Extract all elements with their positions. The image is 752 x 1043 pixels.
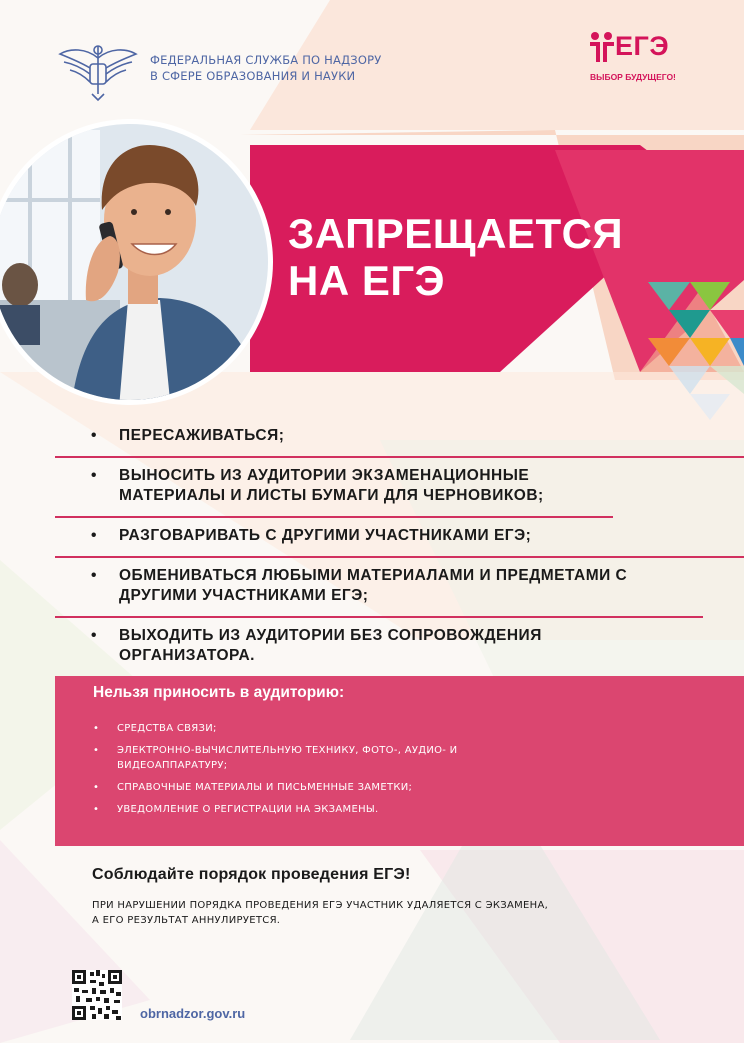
banned-item xyxy=(93,721,653,736)
bullet: • xyxy=(93,723,100,734)
banned-item xyxy=(93,802,653,817)
ege-slogan: ВЫБОР БУДУЩЕГО! xyxy=(590,72,676,82)
banned-item-text: УВЕДОМЛЕНИЕ О РЕГИСТРАЦИИ НА ЭКЗАМЕНЫ. xyxy=(117,804,379,815)
banned-item xyxy=(93,780,653,795)
prohibited-item xyxy=(55,618,613,676)
ege-logo-icon xyxy=(588,30,616,66)
headline-line-1: ЗАПРЕЩАЕТСЯ xyxy=(288,210,624,257)
prohibited-item xyxy=(55,518,744,558)
footer-text-line-2: А ЕГО РЕЗУЛЬТАТ АННУЛИРУЕТСЯ. xyxy=(92,915,281,926)
prohibited-item-text: РАЗГОВАРИВАТЬ С ДРУГИМИ УЧАСТНИКАМИ ЕГЭ; xyxy=(119,527,532,544)
headline xyxy=(288,210,623,304)
prohibited-item-text: ВЫХОДИТЬ ИЗ АУДИТОРИИ БЕЗ СОПРОВОЖДЕНИЯ ОРГАНИЗАТОРА. xyxy=(119,627,542,664)
agency-line-2: В СФЕРЕ ОБРАЗОВАНИЯ И НАУКИ xyxy=(150,69,356,83)
banned-items-box xyxy=(55,676,744,846)
bullet: • xyxy=(93,782,100,793)
bullet: • xyxy=(91,527,97,544)
prohibited-list xyxy=(55,418,744,676)
bullet: • xyxy=(91,467,97,484)
prohibited-item-text: ВЫНОСИТЬ ИЗ АУДИТОРИИ ЭКЗАМЕНАЦИОННЫЕ МАТЕРИАЛЫ И ЛИСТЫ БУМАГИ ДЛЯ ЧЕРНОВИКОВ; xyxy=(119,467,544,504)
headline-line-2: НА ЕГЭ xyxy=(288,257,446,304)
banned-item-text: СРЕДСТВА СВЯЗИ; xyxy=(117,723,217,734)
prohibited-item xyxy=(55,418,744,458)
banned-item xyxy=(93,743,537,773)
footer-text-line-1: ПРИ НАРУШЕНИИ ПОРЯДКА ПРОВЕДЕНИЯ ЕГЭ УЧАСТНИК УДАЛЯЕТСЯ С ЭКЗАМЕНА, xyxy=(92,900,549,911)
prohibited-item-text: ОБМЕНИВАТЬСЯ ЛЮБЫМИ МАТЕРИАЛАМИ И ПРЕДМЕТАМИ С ДРУГИМИ УЧАСТНИКАМИ ЕГЭ; xyxy=(119,567,628,604)
bullet: • xyxy=(93,804,100,815)
prohibited-item xyxy=(55,458,613,518)
prohibited-item-text: ПЕРЕСАЖИВАТЬСЯ; xyxy=(119,427,285,444)
ege-logo xyxy=(588,30,684,88)
banned-item-text: ЭЛЕКТРОННО-ВЫЧИСЛИТЕЛЬНУЮ ТЕХНИКУ, ФОТО-, АУДИО- И ВИДЕОАППАРАТУРУ; xyxy=(117,745,458,771)
website-link[interactable]: obrnadzor.gov.ru xyxy=(140,1006,246,1021)
ege-logo-text: ЕГЭ xyxy=(615,31,670,61)
banned-item-text: СПРАВОЧНЫЕ МАТЕРИАЛЫ И ПИСЬМЕННЫЕ ЗАМЕТКИ; xyxy=(117,782,413,793)
bullet: • xyxy=(91,627,97,644)
prohibited-item xyxy=(55,558,703,618)
bullet: • xyxy=(93,745,100,756)
bullet: • xyxy=(91,567,97,584)
agency-line-1: ФЕДЕРАЛЬНАЯ СЛУЖБА ПО НАДЗОРУ xyxy=(150,53,382,67)
footer-text xyxy=(92,898,652,928)
footer-title: Соблюдайте порядок проведения ЕГЭ! xyxy=(92,866,411,883)
banned-title: Нельзя приносить в аудиторию: xyxy=(93,684,345,701)
bullet: • xyxy=(91,427,97,444)
banned-list xyxy=(93,721,653,824)
qr-code-icon xyxy=(72,970,122,1020)
student-photo xyxy=(0,0,290,410)
